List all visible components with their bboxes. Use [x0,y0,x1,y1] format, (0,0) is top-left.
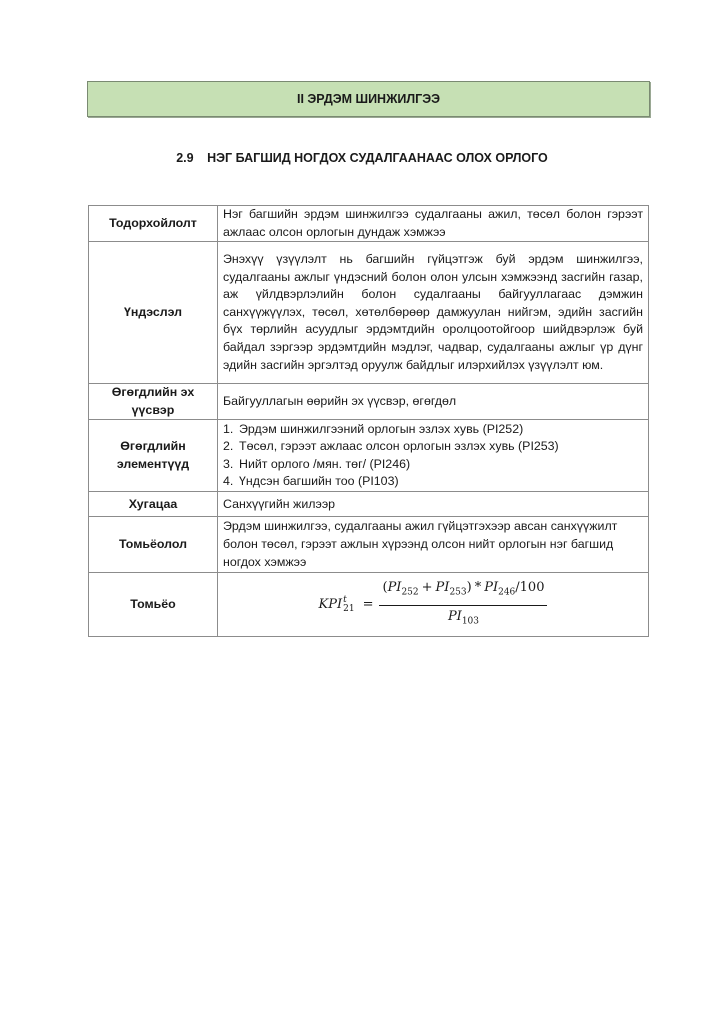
list-item [223,473,643,491]
list-item-number: 4. [223,474,234,489]
formula-term: PI [435,580,450,596]
list-item-text: Төсөл, гэрээт ажлаас олсон орлогын эзлэх хувь (PI253) [239,439,559,454]
section-banner [87,81,650,117]
kpi-definition-table [88,205,649,637]
table-row-data-source [89,384,649,420]
table-row-definition [89,206,649,242]
row-value: Эрдэм шинжилгээ, судалгааны ажил гүйцэтгэхээр авсан санхүүжилт болон төсөл, гэрээт ажлын хүрээнд олсон нийт орлогын нэг багшид ногдох хэмжээ [218,517,649,573]
formula-lhs-sup: t [343,595,347,606]
list-item-text: Нийт орлого /мян. төг/ (PI246) [239,456,411,471]
kpi-formula [223,573,643,635]
list-item [223,456,643,474]
formula-paren-close: ) [466,580,472,596]
row-value: Нэг багшийн эрдэм шинжилгээ судалгааны ажил, төсөл болон гэрээт ажлаас олсон орлогын дундаж хэмжээ [218,206,649,242]
table-row-data-elements [89,420,649,492]
formula-subscript: 252 [401,587,419,598]
formula-divide-100: /100 [515,580,545,596]
row-value [218,573,649,636]
row-label: Тодорхойлолт [89,206,218,242]
row-value: Байгууллагын өөрийн эх үүсвэр, өгөгдөл [218,384,649,420]
row-value: Санхүүгийн жилээр [218,492,649,517]
formula-paren-open: ( [382,580,388,596]
table-row-period [89,492,649,517]
row-label: Өгөгдлийн элементүүд [89,420,218,492]
formula-times: * [474,580,482,596]
formula-plus: + [421,580,433,596]
list-item [223,421,643,439]
list-item-number: 2. [223,439,234,454]
section-banner-title: II ЭРДЭМ ШИНЖИЛГЭЭ [296,92,441,106]
table-row-formula [89,573,649,636]
formula-equals: = [362,597,374,613]
row-label: Үндэслэл [89,242,218,384]
formula-lhs-base: KPI [318,597,343,613]
list-item [223,438,643,456]
data-elements-list [223,421,643,491]
subsection-heading [0,151,724,165]
formula-numerator [379,579,547,605]
formula-subscript: 246 [498,587,516,598]
formula-lhs-sub: 21 [343,604,355,615]
row-label: Өгөгдлийн эх үүсвэр [89,384,218,420]
list-item-number: 1. [223,421,234,436]
table-row-formulation [89,517,649,573]
subsection-number: 2.9 [176,151,194,165]
formula-subscript: 253 [449,587,467,598]
row-label: Хугацаа [89,492,218,517]
list-item-text: Үндсэн багшийн тоо (PI103) [239,474,399,489]
formula-fraction [379,579,547,630]
formula-lhs [319,596,355,614]
table-row-rationale [89,242,649,384]
subsection-title: НЭГ БАГШИД НОГДОХ СУДАЛГААНААС ОЛОХ ОРЛОГО [207,151,548,165]
row-value: Энэхүү үзүүлэлт нь багшийн гүйцэтгэж буй эрдэм шинжилгээ, судалгааны ажлыг үндэсний болон олон улсын хэмжээнд засгийн газар, аж үйлдвэрлэлийн болон судалгааны байгууллагаас дэмжин санхүүжүүлэх, төсөл, хөтөлбөрөөр дамжуулан нийгэм, эдийн засгийн бүх төрлийн асуудлыг эрдэмтдийн оролцоотойгоор шийдвэрлэж буй байдал зэргээр эрдэмтдийн мэдлэг, чадвар, судалгааны ажлыг үр дүнг эдийн засгийн эргэлтэд оруулж байдлыг илэрхийлэх үзүүлэлт юм. [218,242,649,384]
list-item-text: Эрдэм шинжилгээний орлогын эзлэх хувь (PI252) [239,421,524,436]
formula-term: PI [387,580,402,596]
formula-subscript: 103 [461,616,480,627]
formula-term: PI [447,608,462,624]
row-value [218,420,649,492]
formula-lhs-indices [343,596,354,614]
list-item-number: 3. [223,456,234,471]
row-label: Томьёолол [89,517,218,573]
formula-denominator [448,606,479,631]
row-label: Томьёо [89,573,218,636]
formula-term: PI [484,580,499,596]
